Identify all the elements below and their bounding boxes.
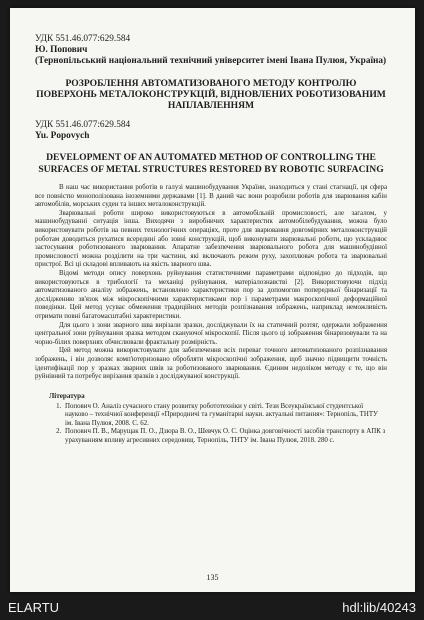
paragraph: Для цього з зони зварного шва вирізали зразки, досліджували їх на статичний розтяг, одержали зображення центральної зони руйнування зразка методом скануючої мікроскопії. Після цього ці зображення бінаризовували та на чорно-білих поверхнях обчислювали фрактальну розмірність.: [35, 321, 387, 346]
title-en: DEVELOPMENT OF AN AUTOMATED METHOD OF CONTROLLING THE SURFACES OF METAL STRUCTURES RESTORED BY ROBOTIC SURFACING: [38, 152, 384, 175]
repository-name: ELARTU: [8, 600, 60, 615]
reference-item: 2. Попович П. В., Марущак П. О., Дзюра В. О., Шевчук О. С. Оцінка довговічності засобів транспорту в АПК з урахуванням впливу агресивних середовищ. Тернопіль, ТНТУ ім. Івана Пулюя, 2018. 280 с.: [63, 428, 387, 445]
udc-ua: УДК 551.46.077:629.584: [35, 34, 131, 44]
author-en: Yu. Popovych: [35, 131, 90, 142]
paragraph: Відомі методи опису поверхонь руйнування статистичними параметрами відповідно до підходів, що використовуються в трибології та механіці руйнування, матеріалознавстві [2]. Використовуючи підхід автоматизованого аналізу зображень, встановлено характеристики пор за допомогою попередньої бінаризації та дослідженню зв'язок між мікроскопічними характеристиками пор і параметрами макроскопічної деформаційної поведінки. Цей метод усуває обмеження традиційних методів розпізнавання зображень, наприклад неможливість отримати повні багатомасштабні характеристики.: [35, 269, 387, 320]
footer-bar: [0, 596, 424, 620]
reference-item: 1. Попович О. Аналіз сучасного стану розвитку робототехніки у світі. Тези Всеукраїнської студентської науково – технічної конференції «Природничі та гуманітарні науки. актуальні питання»: Тернопіль, ТНТУ ім. Івана Пулюя, 2008. С. 62.: [63, 403, 387, 429]
document-page: [10, 8, 415, 592]
references-list: [35, 403, 387, 446]
paragraph: Цей метод можна використовувати для забезпечення всіх переваг точного автоматизованого розпізнавання зображень, і він дозволяє комп'ютеризовано обробляти мікроскопічні зображення, щоб значно підвищити точність ідентифікації пор у зразках зварних швів за роботизованого зварювання. Єдиним недоліком методу є те, що він руйнівний та потребує вирізання зразків з досліджуваної конструкції.: [35, 347, 387, 381]
handle-id: hdl:lib/40243: [342, 600, 416, 615]
title-ua: РОЗРОБЛЕННЯ АВТОМАТИЗОВАНОГО МЕТОДУ КОНТРОЛЮ ПОВЕРХОНЬ МЕТАЛОКОНСТРУКЦІЙ, ВІДНОВЛЕНИХ РОБОТИЗОВАНИМ НАПЛАВЛЕННЯМ: [36, 77, 386, 112]
author-ua: Ю. Попович: [35, 45, 88, 56]
page-number: 135: [206, 573, 219, 582]
body-text: [35, 184, 387, 382]
references-heading: Література: [49, 391, 85, 400]
page-content: [35, 34, 387, 446]
paragraph: В наш час використання роботів в галузі машинобудування України, знаходиться у стані стагнації, ця сфера все повністю монополізована іноземними державами [1]. В даний час вони розробили роботів для зварювання кабін автомобілів, морських суден та інших металоконструкцій.: [35, 184, 387, 209]
affiliation-ua: (Тернопільський національний технічний університет імені Івана Пулюя, Україна): [35, 56, 387, 67]
paragraph: Зварювальні роботи широко використовуються в автомобільній промисловості, але загалом, у машинобудуванні ситуація інша. Виходячи з виробничих характеристик автомобілебудування, можна було використовувати роботів на певних технологічних операціях, проте для зварювання довгомірних металоконструкцій роботам доводиться рухатися всередині або зовні конструкцій, щоб виконувати зварювальні роботи, що ускладнює застосування роботизованого зварювання. Апаратне забезпечення зварювального робота для машинобудівної промисловості можна розділити на три частини, які включають режим руху, захоплювач робота та зварювальні пристрої. Всі ці складові впливають на якість зварного шва.: [35, 209, 387, 269]
udc-en: УДК 551.46.077:629.584: [35, 119, 131, 130]
